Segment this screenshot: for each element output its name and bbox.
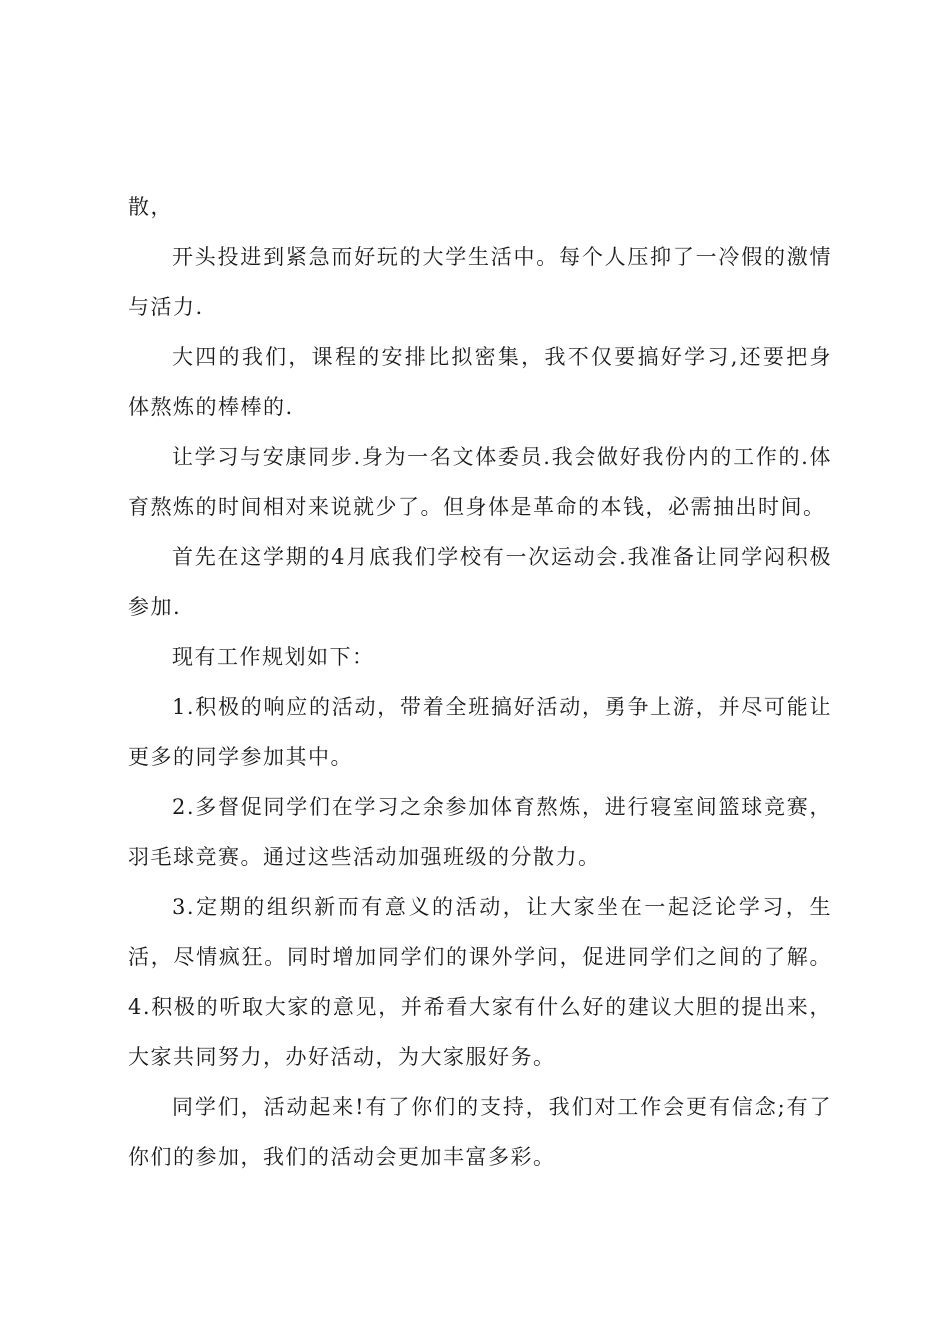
paragraph-8: 2.多督促同学们在学习之余参加体育熬炼，进行寝室间篮球竞赛，羽毛球竞赛。通过这些活动加强班级的分散力。	[128, 795, 832, 869]
paragraph-10: 同学们，活动起来!有了你们的支持，我们对工作会更有信念;有了你们的参加，我们的活动会更加丰富多彩。	[128, 1095, 832, 1169]
paragraph-3: 大四的我们，课程的安排比拟密集，我不仅要搞好学习,还要把身体熬炼的棒棒的.	[128, 345, 832, 419]
paragraph-6: 现有工作规划如下：	[172, 645, 375, 669]
paragraph-7: 1.积极的响应的活动，带着全班搞好活动，勇争上游，并尽可能让更多的同学参加其中。	[128, 695, 832, 769]
paragraph-5: 首先在这学期的4月底我们学校有一次运动会.我准备让同学闷积极参加.	[128, 545, 832, 619]
document-body	[128, 182, 832, 1182]
paragraph-2: 开头投进到紧急而好玩的大学生活中。每个人压抑了一冷假的激情与活力.	[128, 245, 832, 319]
paragraph-9: 3.定期的组织新而有意义的活动，让大家坐在一起泛论学习，生活，尽情疯狂。同时增加同学们的课外学问，促进同学们之间的了解。4.积极的听取大家的意见，并希看大家有什么好的建议大胆的提出来，大家共同努力，办好活动，为大家服好务。	[128, 895, 832, 1069]
paragraph-1: 散，	[128, 195, 173, 219]
paragraph-4: 让学习与安康同步.身为一名文体委员.我会做好我份内的工作的.体育熬炼的时间相对来说就少了。但身体是革命的本钱，必需抽出时间。	[128, 445, 832, 519]
